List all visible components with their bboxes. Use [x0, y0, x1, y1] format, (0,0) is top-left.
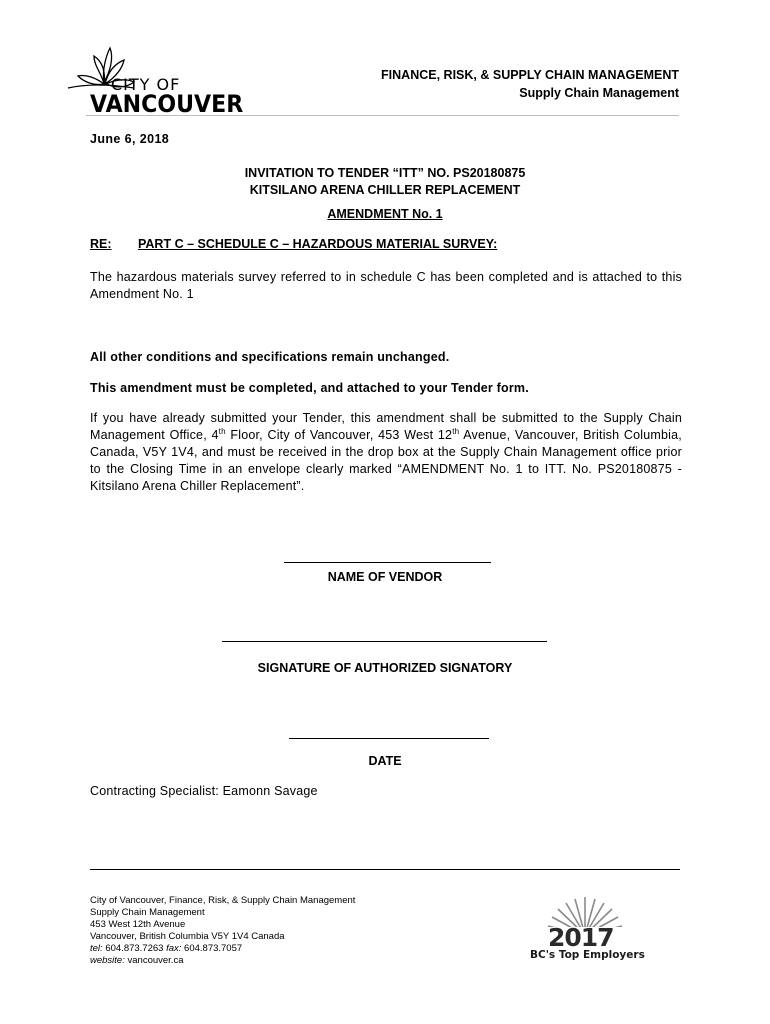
date-label: DATE: [368, 754, 402, 768]
fax-label: fax:: [166, 943, 182, 954]
tender-title-line-1: INVITATION TO TENDER “ITT” NO. PS20180875: [244, 166, 526, 180]
tender-title: [90, 165, 680, 199]
website-label: website:: [90, 955, 125, 966]
header-divider: [86, 115, 679, 116]
department-heading: [381, 66, 679, 102]
award-title: BC's Top Employers: [530, 949, 645, 961]
submission-text-2: Floor, City of Vancouver, 453 West 12: [225, 428, 453, 442]
re-subject: PART C – SCHEDULE C – HAZARDOUS MATERIAL SURVEY:: [138, 237, 498, 251]
submission-sup-2: th: [452, 426, 460, 436]
footer-line-1: City of Vancouver, Finance, Risk, & Supply Chain Management: [90, 895, 356, 906]
footer-divider: [90, 869, 680, 870]
footer-address: [90, 895, 355, 967]
signatory-label: SIGNATURE OF AUTHORIZED SIGNATORY: [257, 661, 513, 675]
website-link[interactable]: vancouver.ca: [127, 955, 184, 966]
submission-text-1: If you have already submitted your Tender, this amendment shall be submitted to the Supply Chain Management Office, 4: [90, 411, 682, 442]
logo-city-name: VANCOUVER: [90, 90, 244, 118]
date-line[interactable]: [289, 738, 489, 739]
footer-phone-line: [90, 943, 355, 955]
footer-line-4: Vancouver, British Columbia V5Y 1V4 Canada: [90, 931, 285, 942]
re-label: RE:: [90, 237, 112, 251]
tel-label: tel:: [90, 943, 103, 954]
paragraph-survey: The hazardous materials survey referred to in schedule C has been completed and is attached to this Amendment No. 1: [90, 270, 682, 301]
paragraph-submission: [90, 410, 682, 495]
contracting-specialist: Contracting Specialist: Eamonn Savage: [90, 784, 318, 798]
fax-number: 604.873.7057: [184, 943, 243, 954]
submission-sup-1: th: [218, 426, 226, 436]
city-logo: [64, 44, 254, 118]
amendment-heading: AMENDMENT No. 1: [327, 207, 443, 221]
top-employers-badge: [528, 893, 645, 963]
paragraph-completion: This amendment must be completed, and attached to your Tender form.: [90, 381, 529, 395]
logo-city-of: CITY OF: [111, 75, 181, 94]
footer-line-2: Supply Chain Management: [90, 907, 205, 918]
department-line-1: FINANCE, RISK, & SUPPLY CHAIN MANAGEMENT: [381, 68, 679, 82]
footer-website-line: [90, 955, 355, 967]
paragraph-conditions: All other conditions and specifications remain unchanged.: [90, 350, 450, 364]
tender-title-line-2: KITSILANO ARENA CHILLER REPLACEMENT: [249, 183, 521, 197]
footer-line-3: 453 West 12th Avenue: [90, 919, 186, 930]
submission-text-3: Avenue, Vancouver, British Columbia, Canada, V5Y 1V4, and must be received in the drop box at the Supply Chain Management office prior to the Closing Time in an envelope clearly marked “AMENDMENT No. 1 to ITT. No. PS20180875 - Kitsilano Arena Chiller Replacement”.: [90, 428, 682, 493]
vendor-name-line[interactable]: [284, 562, 491, 563]
department-line-2: Supply Chain Management: [519, 86, 679, 100]
signatory-line[interactable]: [222, 641, 547, 642]
award-year: 2017: [548, 923, 614, 952]
letter-date: June 6, 2018: [90, 132, 170, 146]
tel-number: 604.873.7263: [105, 943, 164, 954]
vendor-name-label: NAME OF VENDOR: [327, 570, 443, 584]
